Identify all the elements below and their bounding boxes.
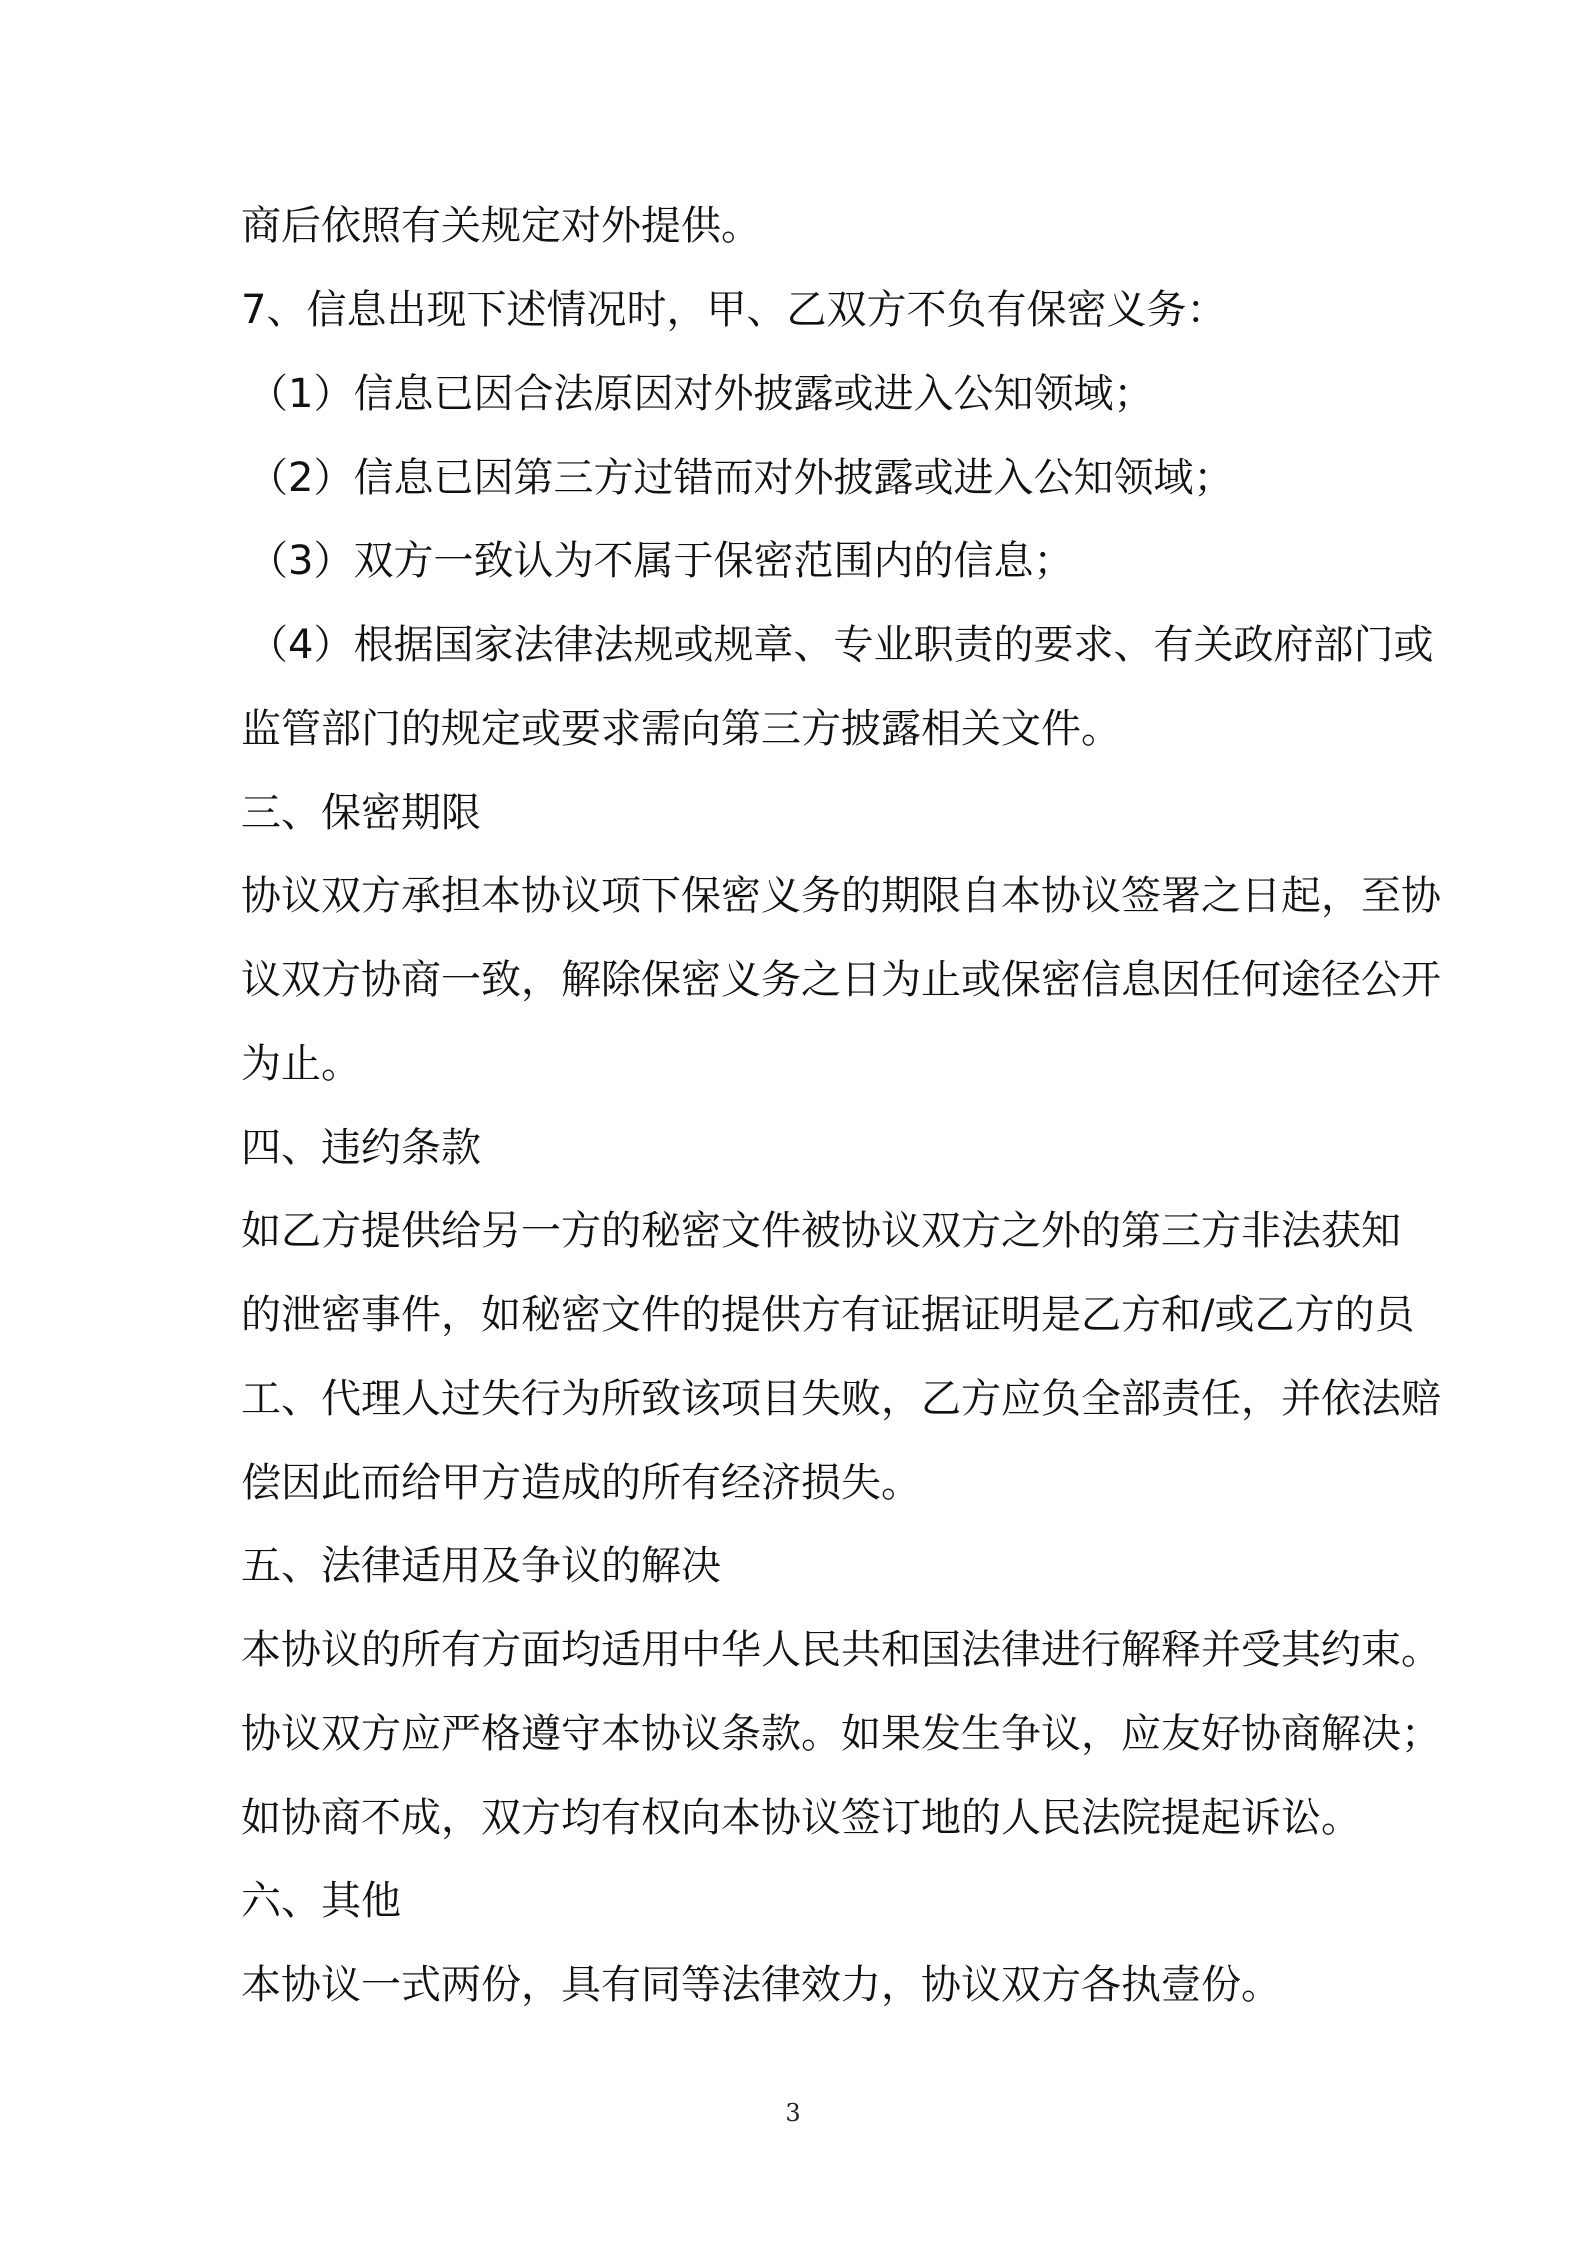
paragraph-line: 商后依照有关规定对外提供。 [241, 203, 761, 249]
section-heading-governing-law: 五、法律适用及争议的解决 [241, 1543, 721, 1589]
paragraph-line: 偿因此而给甲方造成的所有经济损失。 [241, 1460, 921, 1506]
paragraph-line: 协议双方应严格遵守本协议条款。如果发生争议，应友好协商解决； [241, 1711, 1441, 1757]
paragraph-line: 工、代理人过失行为所致该项目失败，乙方应负全部责任，并依法赔 [241, 1376, 1441, 1422]
page-number: 3 [785, 2099, 801, 2127]
paragraph-line: 本协议一式两份，具有同等法律效力，协议双方各执壹份。 [241, 1962, 1281, 2008]
clause-7-item-4: （4）根据国家法律法规或规章、专业职责的要求、有关政府部门或 [248, 622, 1434, 668]
clause-7-item-2: （2）信息已因第三方过错而对外披露或进入公知领域； [248, 455, 1234, 501]
paragraph-line: 如协商不成，双方均有权向本协议签订地的人民法院提起诉讼。 [241, 1795, 1361, 1841]
paragraph-line: 协议双方承担本协议项下保密义务的期限自本协议签署之日起，至协 [241, 873, 1441, 919]
paragraph-line: 如乙方提供给另一方的秘密文件被协议双方之外的第三方非法获知 [241, 1208, 1401, 1254]
clause-7-heading: 7、信息出现下述情况时，甲、乙双方不负有保密义务： [241, 287, 1227, 333]
section-heading-confidentiality-term: 三、保密期限 [241, 790, 481, 836]
section-heading-breach: 四、违约条款 [241, 1125, 481, 1171]
section-heading-other: 六、其他 [241, 1878, 401, 1924]
paragraph-line: 的泄密事件，如秘密文件的提供方有证据证明是乙方和/或乙方的员 [241, 1292, 1415, 1338]
clause-7-item-1: （1）信息已因合法原因对外披露或进入公知领域； [248, 371, 1154, 417]
clause-7-item-3: （3）双方一致认为不属于保密范围内的信息； [248, 538, 1074, 584]
paragraph-line: 议双方协商一致，解除保密义务之日为止或保密信息因任何途径公开 [241, 957, 1441, 1003]
paragraph-line: 为止。 [241, 1041, 361, 1087]
paragraph-line: 监管部门的规定或要求需向第三方披露相关文件。 [241, 706, 1121, 752]
paragraph-line: 本协议的所有方面均适用中华人民共和国法律进行解释并受其约束。 [241, 1627, 1441, 1673]
